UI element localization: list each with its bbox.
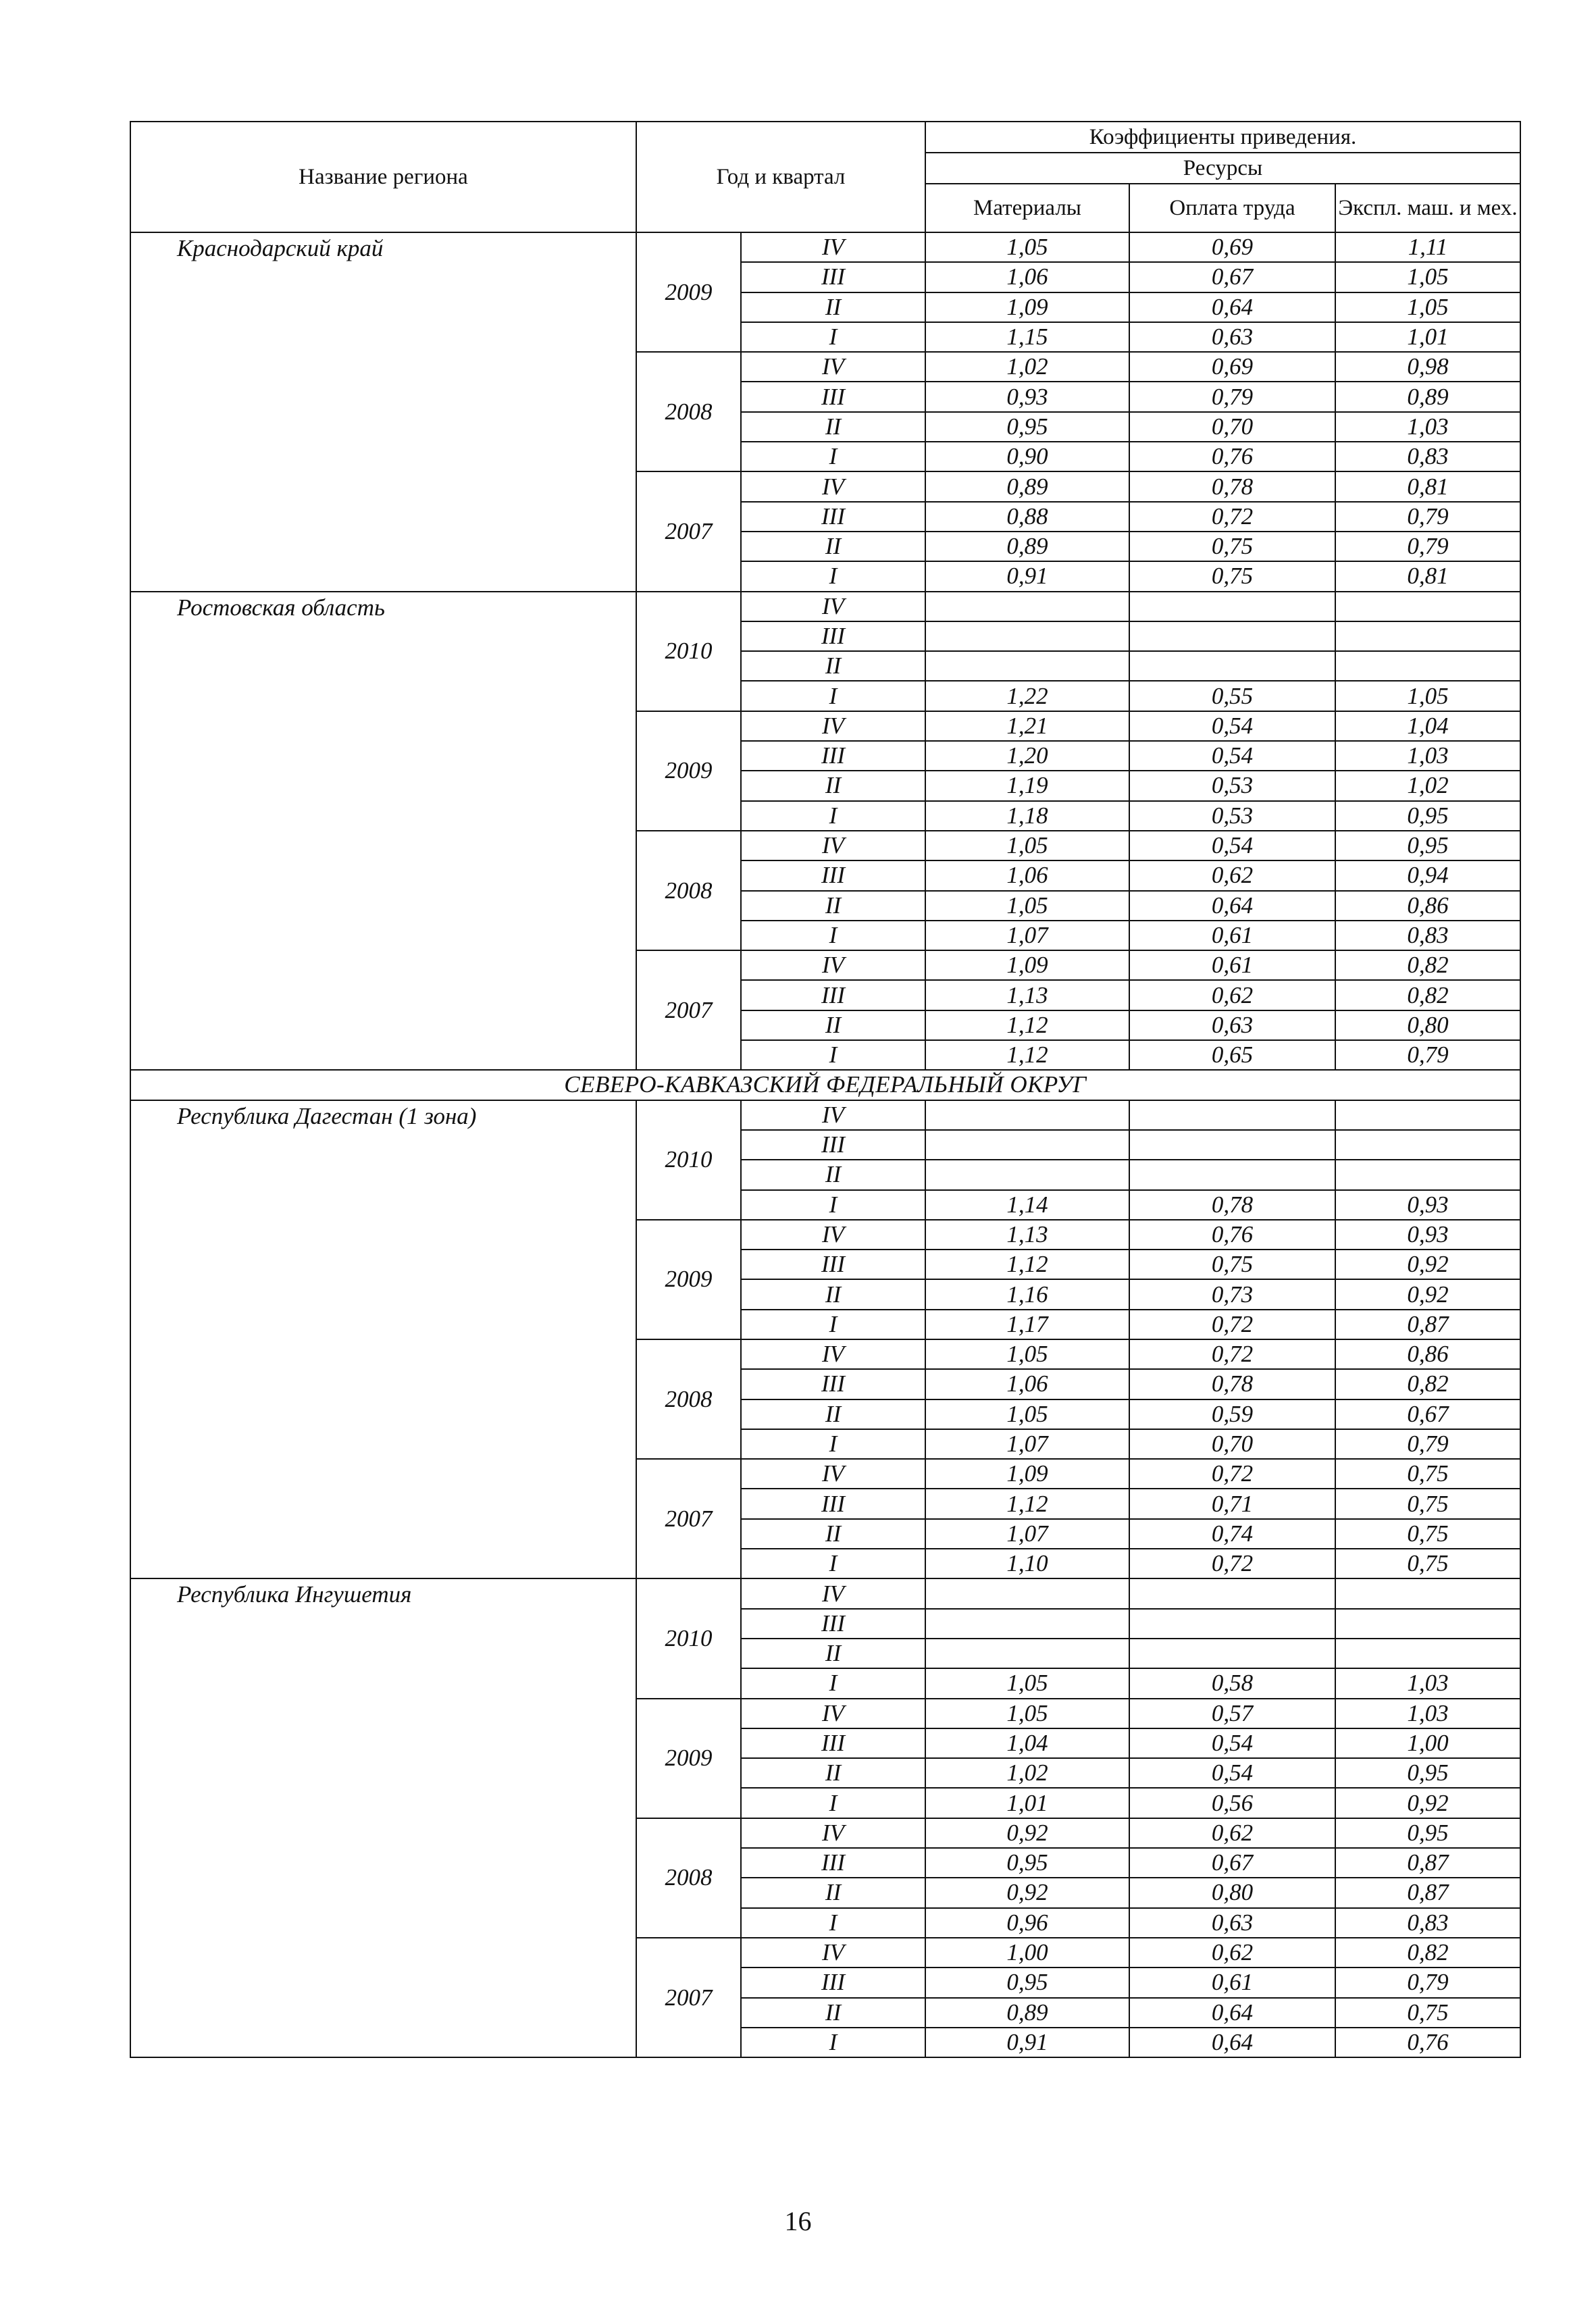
machines-cell: 0,87: [1335, 1878, 1520, 1907]
coefficients-table: [130, 121, 1521, 2058]
labor-cell: 0,64: [1129, 292, 1335, 322]
labor-cell: 0,67: [1129, 1848, 1335, 1878]
region-name: Республика Ингушетия: [130, 1578, 636, 2057]
table-row: [130, 232, 1520, 262]
machines-cell: [1335, 1639, 1520, 1668]
year-cell: 2009: [636, 711, 741, 831]
labor-cell: [1129, 1578, 1335, 1608]
machines-cell: 0,75: [1335, 1489, 1520, 1518]
quarter-cell: II: [741, 1639, 925, 1668]
machines-cell: 1,03: [1335, 1668, 1520, 1698]
materials-cell: 1,12: [925, 1489, 1129, 1518]
machines-cell: 0,67: [1335, 1399, 1520, 1429]
labor-cell: 0,74: [1129, 1519, 1335, 1549]
machines-cell: 0,82: [1335, 1369, 1520, 1399]
quarter-cell: I: [741, 1549, 925, 1578]
machines-cell: 0,95: [1335, 1818, 1520, 1848]
labor-cell: 0,75: [1129, 561, 1335, 591]
quarter-cell: III: [741, 382, 925, 411]
quarter-cell: II: [741, 532, 925, 561]
quarter-cell: II: [741, 1519, 925, 1549]
labor-cell: 0,61: [1129, 921, 1335, 950]
machines-column-header: Экспл. маш. и мех.: [1335, 184, 1520, 232]
labor-cell: 0,62: [1129, 980, 1335, 1010]
materials-cell: 1,20: [925, 741, 1129, 771]
quarter-cell: IV: [741, 352, 925, 382]
machines-cell: 0,75: [1335, 1519, 1520, 1549]
labor-cell: 0,72: [1129, 1339, 1335, 1369]
machines-cell: 1,01: [1335, 322, 1520, 352]
labor-cell: 0,78: [1129, 1190, 1335, 1220]
machines-cell: 0,79: [1335, 502, 1520, 532]
quarter-cell: I: [741, 1668, 925, 1698]
labor-cell: 0,54: [1129, 711, 1335, 741]
year-cell: 2007: [636, 950, 741, 1070]
machines-cell: [1335, 621, 1520, 651]
materials-cell: 0,92: [925, 1818, 1129, 1848]
region-name: Краснодарский край: [130, 232, 636, 592]
labor-cell: 0,67: [1129, 262, 1335, 292]
labor-cell: 0,64: [1129, 2028, 1335, 2057]
quarter-cell: III: [741, 1968, 925, 1997]
machines-cell: [1335, 1160, 1520, 1189]
quarter-cell: III: [741, 1728, 925, 1758]
quarter-cell: II: [741, 412, 925, 442]
materials-cell: 0,90: [925, 442, 1129, 471]
materials-cell: 0,89: [925, 1998, 1129, 2028]
materials-cell: 1,05: [925, 1339, 1129, 1369]
machines-cell: 1,03: [1335, 1699, 1520, 1728]
labor-cell: 0,76: [1129, 1220, 1335, 1250]
quarter-cell: I: [741, 2028, 925, 2057]
year-cell: 2009: [636, 1699, 741, 1818]
machines-cell: 0,81: [1335, 471, 1520, 501]
materials-cell: 1,22: [925, 681, 1129, 711]
machines-cell: 0,75: [1335, 1459, 1520, 1489]
machines-cell: 0,95: [1335, 1758, 1520, 1788]
labor-cell: 0,55: [1129, 681, 1335, 711]
materials-cell: 1,09: [925, 950, 1129, 980]
quarter-cell: III: [741, 1489, 925, 1518]
labor-cell: 0,63: [1129, 1908, 1335, 1938]
labor-cell: 0,62: [1129, 1938, 1335, 1968]
labor-cell: 0,54: [1129, 741, 1335, 771]
quarter-cell: III: [741, 980, 925, 1010]
machines-cell: 0,76: [1335, 2028, 1520, 2057]
machines-cell: 0,86: [1335, 891, 1520, 921]
machines-cell: 0,79: [1335, 1429, 1520, 1459]
machines-cell: 1,11: [1335, 232, 1520, 262]
labor-cell: 0,62: [1129, 860, 1335, 890]
quarter-cell: II: [741, 1758, 925, 1788]
table-header: [130, 122, 1520, 232]
labor-cell: 0,75: [1129, 532, 1335, 561]
quarter-cell: III: [741, 502, 925, 532]
machines-cell: 0,87: [1335, 1310, 1520, 1339]
table-row: [130, 592, 1520, 621]
labor-cell: 0,75: [1129, 1250, 1335, 1279]
materials-cell: 0,88: [925, 502, 1129, 532]
machines-cell: 0,79: [1335, 532, 1520, 561]
quarter-cell: I: [741, 921, 925, 950]
machines-cell: 0,75: [1335, 1549, 1520, 1578]
materials-cell: 1,07: [925, 1519, 1129, 1549]
year-cell: 2007: [636, 1459, 741, 1578]
materials-cell: 0,93: [925, 382, 1129, 411]
machines-cell: 0,86: [1335, 1339, 1520, 1369]
machines-cell: [1335, 1130, 1520, 1160]
materials-cell: 1,06: [925, 1369, 1129, 1399]
labor-cell: 0,73: [1129, 1279, 1335, 1309]
machines-cell: 1,03: [1335, 741, 1520, 771]
labor-cell: 0,59: [1129, 1399, 1335, 1429]
materials-cell: [925, 621, 1129, 651]
labor-cell: 0,53: [1129, 771, 1335, 800]
labor-cell: 0,54: [1129, 1758, 1335, 1788]
quarter-cell: IV: [741, 1459, 925, 1489]
materials-cell: 1,06: [925, 860, 1129, 890]
quarter-cell: IV: [741, 592, 925, 621]
quarter-cell: III: [741, 621, 925, 651]
quarter-cell: III: [741, 1848, 925, 1878]
year-cell: 2007: [636, 1938, 741, 2057]
labor-cell: 0,61: [1129, 950, 1335, 980]
year-cell: 2007: [636, 471, 741, 591]
table-body: [130, 232, 1520, 2057]
machines-cell: 0,92: [1335, 1279, 1520, 1309]
materials-cell: 1,00: [925, 1938, 1129, 1968]
year-cell: 2008: [636, 1818, 741, 1938]
materials-cell: 0,89: [925, 471, 1129, 501]
quarter-cell: II: [741, 1279, 925, 1309]
machines-cell: 0,92: [1335, 1788, 1520, 1818]
materials-cell: 1,02: [925, 352, 1129, 382]
year-cell: 2010: [636, 1100, 741, 1220]
year-cell: 2008: [636, 831, 741, 950]
labor-cell: 0,78: [1129, 471, 1335, 501]
materials-cell: 0,91: [925, 561, 1129, 591]
materials-cell: 1,18: [925, 801, 1129, 831]
labor-cell: [1129, 1100, 1335, 1130]
table-row: [130, 1100, 1520, 1130]
year-cell: 2010: [636, 1578, 741, 1698]
machines-cell: 1,02: [1335, 771, 1520, 800]
materials-cell: [925, 1100, 1129, 1130]
labor-cell: 0,61: [1129, 1968, 1335, 1997]
labor-cell: 0,63: [1129, 1010, 1335, 1040]
machines-cell: 0,75: [1335, 1998, 1520, 2028]
quarter-cell: IV: [741, 1818, 925, 1848]
quarter-cell: II: [741, 1160, 925, 1189]
materials-cell: 1,01: [925, 1788, 1129, 1818]
labor-cell: 0,54: [1129, 831, 1335, 860]
materials-cell: 1,05: [925, 1699, 1129, 1728]
labor-cell: 0,70: [1129, 1429, 1335, 1459]
materials-cell: [925, 1609, 1129, 1639]
quarter-cell: III: [741, 1130, 925, 1160]
materials-cell: 0,95: [925, 1848, 1129, 1878]
labor-cell: 0,65: [1129, 1040, 1335, 1070]
quarter-cell: I: [741, 1040, 925, 1070]
materials-cell: 1,02: [925, 1758, 1129, 1788]
machines-cell: 0,82: [1335, 950, 1520, 980]
quarter-cell: IV: [741, 1339, 925, 1369]
machines-cell: 0,94: [1335, 860, 1520, 890]
materials-cell: 0,92: [925, 1878, 1129, 1907]
table-row: [130, 1578, 1520, 1608]
quarter-cell: IV: [741, 831, 925, 860]
labor-cell: [1129, 651, 1335, 681]
quarter-cell: II: [741, 1399, 925, 1429]
labor-cell: [1129, 1160, 1335, 1189]
labor-cell: 0,64: [1129, 891, 1335, 921]
machines-cell: 0,98: [1335, 352, 1520, 382]
materials-cell: 1,19: [925, 771, 1129, 800]
quarter-cell: IV: [741, 1699, 925, 1728]
machines-cell: 1,05: [1335, 292, 1520, 322]
quarter-cell: I: [741, 801, 925, 831]
machines-cell: 0,81: [1335, 561, 1520, 591]
quarter-cell: III: [741, 1609, 925, 1639]
machines-cell: 0,93: [1335, 1190, 1520, 1220]
machines-cell: 0,95: [1335, 831, 1520, 860]
machines-cell: [1335, 651, 1520, 681]
district-title: СЕВЕРО-КАВКАЗСКИЙ ФЕДЕРАЛЬНЫЙ ОКРУГ: [130, 1070, 1520, 1100]
labor-cell: 0,69: [1129, 232, 1335, 262]
machines-cell: [1335, 1609, 1520, 1639]
materials-cell: [925, 592, 1129, 621]
labor-cell: 0,72: [1129, 1459, 1335, 1489]
quarter-cell: II: [741, 292, 925, 322]
materials-cell: 1,09: [925, 292, 1129, 322]
labor-cell: 0,71: [1129, 1489, 1335, 1518]
materials-cell: 0,96: [925, 1908, 1129, 1938]
machines-cell: 1,00: [1335, 1728, 1520, 1758]
labor-cell: 0,70: [1129, 412, 1335, 442]
quarter-cell: IV: [741, 1578, 925, 1608]
machines-cell: 1,03: [1335, 412, 1520, 442]
materials-cell: 1,05: [925, 1668, 1129, 1698]
region-name: Ростовская область: [130, 592, 636, 1071]
machines-cell: 0,92: [1335, 1250, 1520, 1279]
region-name: Республика Дагестан (1 зона): [130, 1100, 636, 1579]
labor-cell: [1129, 1609, 1335, 1639]
quarter-cell: I: [741, 1190, 925, 1220]
quarter-cell: II: [741, 1010, 925, 1040]
labor-cell: 0,80: [1129, 1878, 1335, 1907]
district-row: [130, 1070, 1520, 1100]
labor-cell: 0,58: [1129, 1668, 1335, 1698]
machines-cell: 0,82: [1335, 980, 1520, 1010]
materials-cell: 1,12: [925, 1010, 1129, 1040]
labor-cell: 0,53: [1129, 801, 1335, 831]
year-cell: 2008: [636, 352, 741, 471]
machines-cell: 0,80: [1335, 1010, 1520, 1040]
quarter-cell: I: [741, 1429, 925, 1459]
labor-cell: [1129, 621, 1335, 651]
year-cell: 2009: [636, 232, 741, 352]
machines-cell: 0,93: [1335, 1220, 1520, 1250]
region-column-header: Название региона: [130, 122, 636, 232]
machines-cell: 1,05: [1335, 681, 1520, 711]
materials-cell: 1,13: [925, 980, 1129, 1010]
labor-column-header: Оплата труда: [1129, 184, 1335, 232]
quarter-cell: III: [741, 741, 925, 771]
materials-cell: [925, 651, 1129, 681]
labor-cell: 0,63: [1129, 322, 1335, 352]
quarter-cell: I: [741, 322, 925, 352]
materials-cell: 1,07: [925, 1429, 1129, 1459]
labor-cell: 0,69: [1129, 352, 1335, 382]
materials-cell: 1,07: [925, 921, 1129, 950]
materials-cell: 0,95: [925, 412, 1129, 442]
quarter-cell: III: [741, 262, 925, 292]
materials-cell: 1,15: [925, 322, 1129, 352]
labor-cell: 0,78: [1129, 1369, 1335, 1399]
labor-cell: 0,64: [1129, 1998, 1335, 2028]
labor-cell: [1129, 592, 1335, 621]
quarter-cell: IV: [741, 1100, 925, 1130]
machines-cell: 0,83: [1335, 1908, 1520, 1938]
labor-cell: [1129, 1130, 1335, 1160]
quarter-cell: II: [741, 771, 925, 800]
labor-cell: 0,72: [1129, 1310, 1335, 1339]
quarter-cell: III: [741, 860, 925, 890]
labor-cell: 0,76: [1129, 442, 1335, 471]
year-cell: 2008: [636, 1339, 741, 1459]
machines-cell: 1,05: [1335, 262, 1520, 292]
quarter-cell: III: [741, 1369, 925, 1399]
year-quarter-column-header: Год и квартал: [636, 122, 925, 232]
machines-cell: 1,04: [1335, 711, 1520, 741]
materials-cell: [925, 1639, 1129, 1668]
quarter-cell: I: [741, 442, 925, 471]
materials-cell: 0,89: [925, 532, 1129, 561]
labor-cell: 0,62: [1129, 1818, 1335, 1848]
quarter-cell: III: [741, 1250, 925, 1279]
labor-cell: 0,72: [1129, 502, 1335, 532]
page-number: 16: [784, 2206, 812, 2236]
machines-cell: 0,89: [1335, 382, 1520, 411]
quarter-cell: I: [741, 1788, 925, 1818]
labor-cell: 0,79: [1129, 382, 1335, 411]
year-cell: 2009: [636, 1220, 741, 1339]
materials-cell: [925, 1130, 1129, 1160]
quarter-cell: I: [741, 561, 925, 591]
materials-cell: 1,12: [925, 1040, 1129, 1070]
materials-cell: 1,10: [925, 1549, 1129, 1578]
materials-column-header: Материалы: [925, 184, 1129, 232]
year-cell: 2010: [636, 592, 741, 711]
materials-cell: 1,14: [925, 1190, 1129, 1220]
materials-cell: [925, 1160, 1129, 1189]
quarter-cell: IV: [741, 1220, 925, 1250]
machines-cell: 0,82: [1335, 1938, 1520, 1968]
materials-cell: 0,95: [925, 1968, 1129, 1997]
machines-cell: 0,83: [1335, 921, 1520, 950]
materials-cell: 0,91: [925, 2028, 1129, 2057]
materials-cell: 1,06: [925, 262, 1129, 292]
quarter-cell: IV: [741, 232, 925, 262]
quarter-cell: IV: [741, 1938, 925, 1968]
machines-cell: 0,83: [1335, 442, 1520, 471]
resources-header: Ресурсы: [925, 153, 1520, 184]
quarter-cell: II: [741, 1998, 925, 2028]
materials-cell: 1,17: [925, 1310, 1129, 1339]
materials-cell: 1,13: [925, 1220, 1129, 1250]
coefficients-header: Коэффициенты приведения.: [925, 122, 1520, 153]
machines-cell: 0,87: [1335, 1848, 1520, 1878]
materials-cell: 1,09: [925, 1459, 1129, 1489]
materials-cell: 1,05: [925, 1399, 1129, 1429]
labor-cell: 0,57: [1129, 1699, 1335, 1728]
quarter-cell: II: [741, 891, 925, 921]
quarter-cell: II: [741, 1878, 925, 1907]
machines-cell: [1335, 592, 1520, 621]
quarter-cell: I: [741, 681, 925, 711]
materials-cell: 1,12: [925, 1250, 1129, 1279]
machines-cell: [1335, 1100, 1520, 1130]
materials-cell: 1,05: [925, 831, 1129, 860]
materials-cell: 1,05: [925, 891, 1129, 921]
quarter-cell: IV: [741, 711, 925, 741]
quarter-cell: IV: [741, 950, 925, 980]
machines-cell: 0,79: [1335, 1968, 1520, 1997]
labor-cell: 0,54: [1129, 1728, 1335, 1758]
materials-cell: 1,16: [925, 1279, 1129, 1309]
machines-cell: 0,95: [1335, 801, 1520, 831]
materials-cell: 1,21: [925, 711, 1129, 741]
quarter-cell: IV: [741, 471, 925, 501]
machines-cell: [1335, 1578, 1520, 1608]
materials-cell: [925, 1578, 1129, 1608]
labor-cell: 0,56: [1129, 1788, 1335, 1818]
materials-cell: 1,05: [925, 232, 1129, 262]
quarter-cell: I: [741, 1908, 925, 1938]
materials-cell: 1,04: [925, 1728, 1129, 1758]
quarter-cell: I: [741, 1310, 925, 1339]
machines-cell: 0,79: [1335, 1040, 1520, 1070]
quarter-cell: II: [741, 651, 925, 681]
labor-cell: [1129, 1639, 1335, 1668]
labor-cell: 0,72: [1129, 1549, 1335, 1578]
